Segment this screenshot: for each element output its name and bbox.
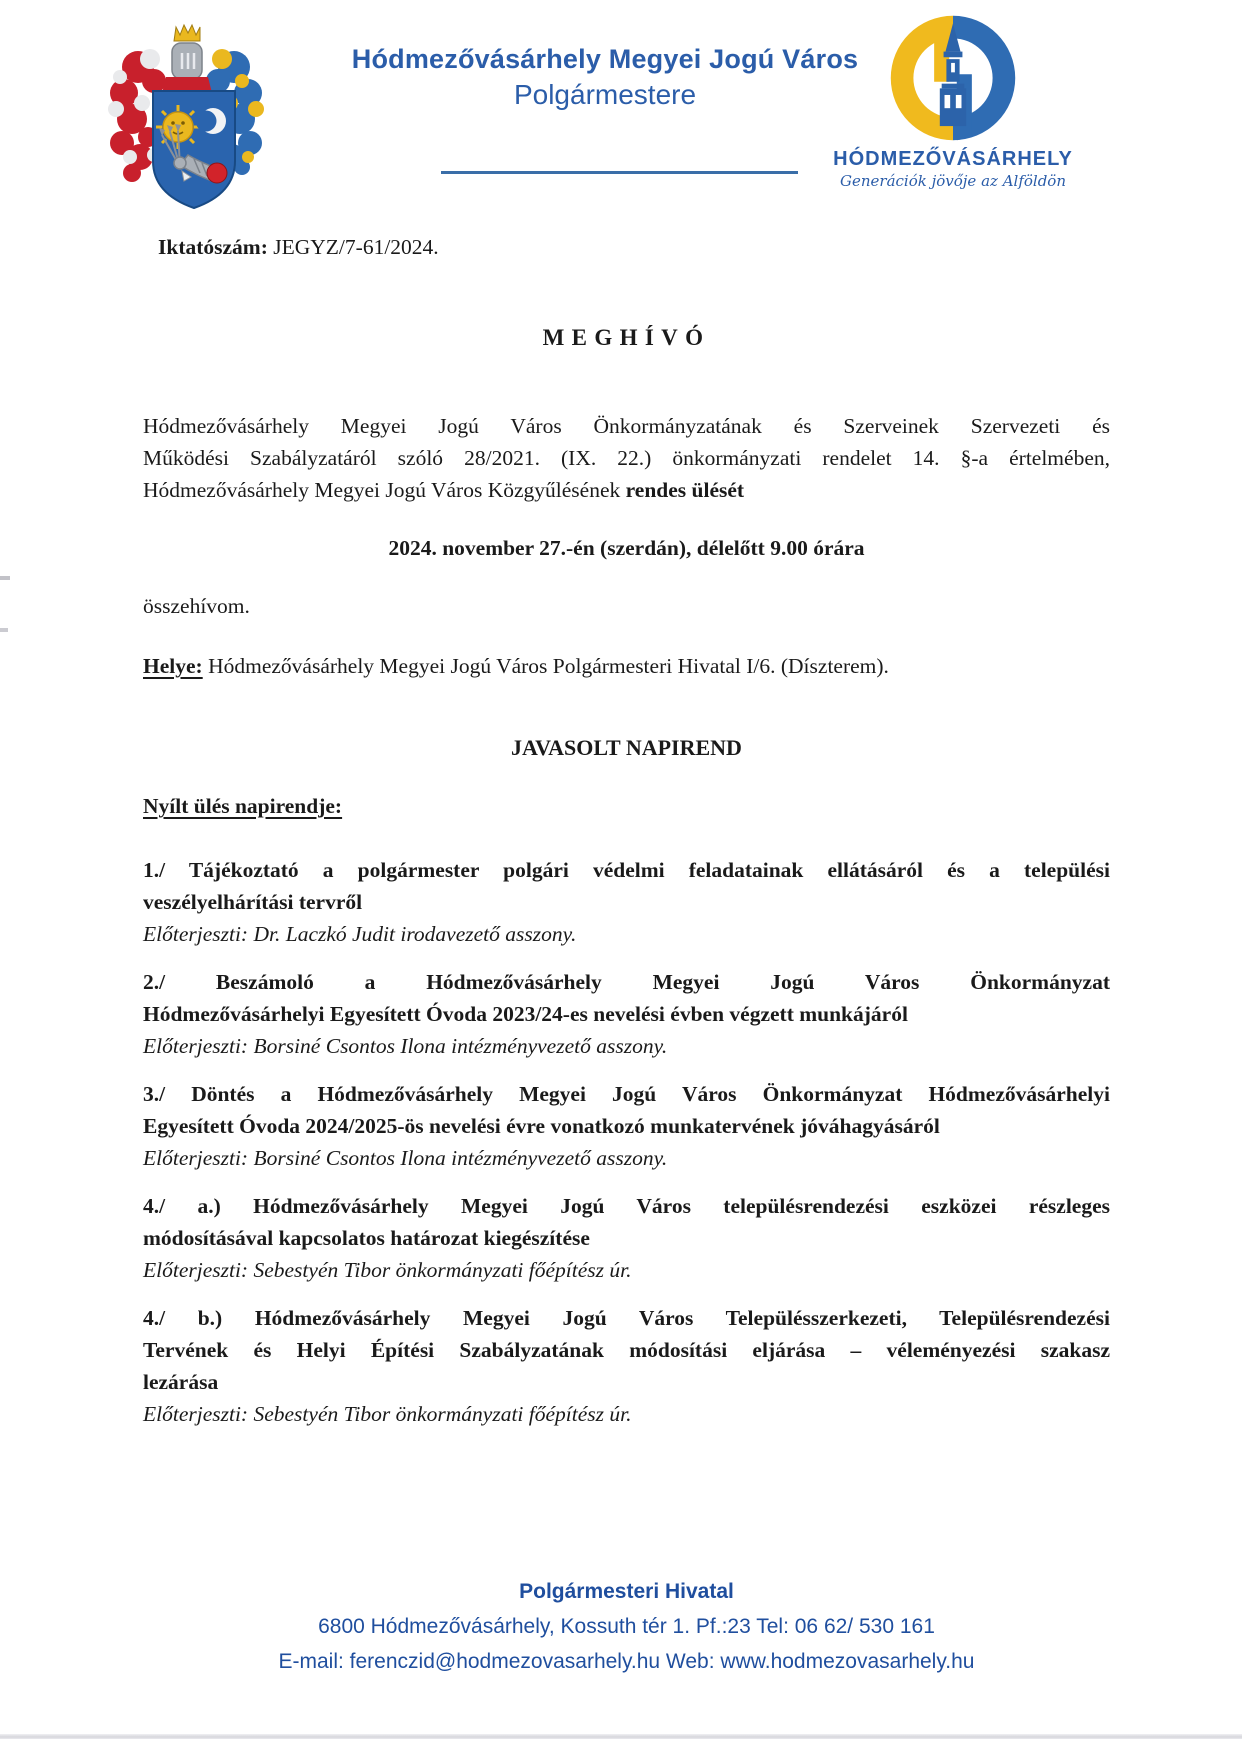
location-line — [143, 650, 1110, 682]
reference-number — [143, 232, 1110, 262]
reference-value: JEGYZ/7-61/2024. — [273, 235, 439, 259]
agenda-item-2 — [143, 966, 1110, 1062]
agenda-items — [143, 854, 1110, 1430]
city-logo-name: HÓDMEZŐVÁSÁRHELY — [833, 148, 1073, 170]
scan-speck — [0, 628, 8, 632]
agenda-item-presenter: Előterjeszti: Sebestyén Tibor önkormányzati főépítész úr. — [143, 1402, 632, 1426]
agenda-item-title: 2./ Beszámoló a Hódmezővásárhely Megyei Jogú Város Önkormányzat — [143, 970, 1110, 994]
reference-label: Iktatószám: — [158, 235, 268, 259]
footer-address-phone: 6800 Hódmezővásárhely, Kossuth tér 1. Pf.:23 Tel: 06 62/ 530 161 — [318, 1615, 935, 1638]
header-divider — [441, 171, 798, 174]
agenda-heading: JAVASOLT NAPIREND — [511, 735, 742, 760]
location-value: Hódmezővásárhely Megyei Jogú Város Polgármesteri Hivatal I/6. (Díszterem). — [208, 654, 889, 678]
convene-statement: összehívom. — [143, 594, 250, 618]
document-title: MEGHÍVÓ — [542, 325, 711, 350]
agenda-item-4b — [143, 1302, 1110, 1430]
agenda-item-title: Egyesített Óvoda 2024/2025-ös nevelési évre vonatkozó munkatervének jóváhagyásáról — [143, 1114, 940, 1138]
coat-of-arms-icon — [96, 14, 276, 216]
agenda-item-presenter: Előterjeszti: Borsiné Csontos Ilona intézményvezető asszony. — [143, 1034, 668, 1058]
agenda-item-title: Tervének és Helyi Építési Szabályzatának módosítási eljárása – véleményezési szakasz — [143, 1338, 1110, 1362]
agenda-item-presenter: Előterjeszti: Borsiné Csontos Ilona intézményvezető asszony. — [143, 1146, 668, 1170]
agenda-item-title: 4./ b.) Hódmezővásárhely Megyei Jogú Város Településszerkezeti, Településrendezési — [143, 1306, 1110, 1330]
city-logo — [828, 12, 1078, 190]
agenda-item-title: 3./ Döntés a Hódmezővásárhely Megyei Jogú Város Önkormányzat Hódmezővásárhelyi — [143, 1082, 1110, 1106]
agenda-item-presenter: Előterjeszti: Dr. Laczkó Judit irodavezető asszony. — [143, 922, 577, 946]
agenda-item-4a — [143, 1190, 1110, 1286]
footer-office: Polgármesteri Hivatal — [519, 1580, 734, 1603]
open-session-label: Nyílt ülés napirendje: — [143, 794, 343, 818]
scan-speck — [0, 576, 10, 580]
agenda-item-title: 4./ a.) Hódmezővásárhely Megyei Jogú Város településrendezési eszközei részleges — [143, 1194, 1110, 1218]
intro-line: Hódmezővásárhely Megyei Jogú Város Önkormányzatának és Szerveinek Szervezeti és — [143, 414, 1110, 438]
agenda-item-title: lezárása — [143, 1370, 219, 1394]
footer — [143, 1574, 1110, 1679]
org-role: Polgármestere — [513, 79, 697, 110]
session-datetime: 2024. november 27.-én (szerdán), délelőtt 9.00 órára — [388, 536, 865, 560]
intro-paragraph — [143, 410, 1110, 506]
agenda-item-title: veszélyelhárítási tervről — [143, 890, 363, 914]
city-logo-tagline: Generációk jövője az Alföldön — [840, 172, 1066, 190]
document-body — [143, 232, 1110, 1446]
footer-email-web: E-mail: ferenczid@hodmezovasarhely.hu Web: www.hodmezovasarhely.hu — [278, 1650, 975, 1673]
agenda-item-1 — [143, 854, 1110, 950]
city-logo-icon — [887, 12, 1019, 144]
session-type-emphasis: rendes ülését — [625, 478, 745, 502]
agenda-item-title: módosításával kapcsolatos határozat kiegészítése — [143, 1226, 590, 1250]
scan-edge-line — [0, 1734, 1242, 1739]
org-name: Hódmezővásárhely Megyei Jogú Város — [351, 44, 859, 74]
agenda-item-3 — [143, 1078, 1110, 1174]
location-label: Helye: — [143, 654, 203, 678]
agenda-item-presenter: Előterjeszti: Sebestyén Tibor önkormányzati főépítész úr. — [143, 1258, 632, 1282]
agenda-item-title: Hódmezővásárhelyi Egyesített Óvoda 2023/24-es nevelési évben végzett munkájáról — [143, 1002, 908, 1026]
intro-line: Működési Szabályzatáról szóló 28/2021. (IX. 22.) önkormányzati rendelet 14. §-a értelmében, — [143, 446, 1110, 470]
intro-line: Hódmezővásárhely Megyei Jogú Város Közgyűlésének rendes ülését — [143, 478, 745, 502]
agenda-item-title: 1./ Tájékoztató a polgármester polgári védelmi feladatainak ellátásáról és a települési — [143, 858, 1110, 882]
